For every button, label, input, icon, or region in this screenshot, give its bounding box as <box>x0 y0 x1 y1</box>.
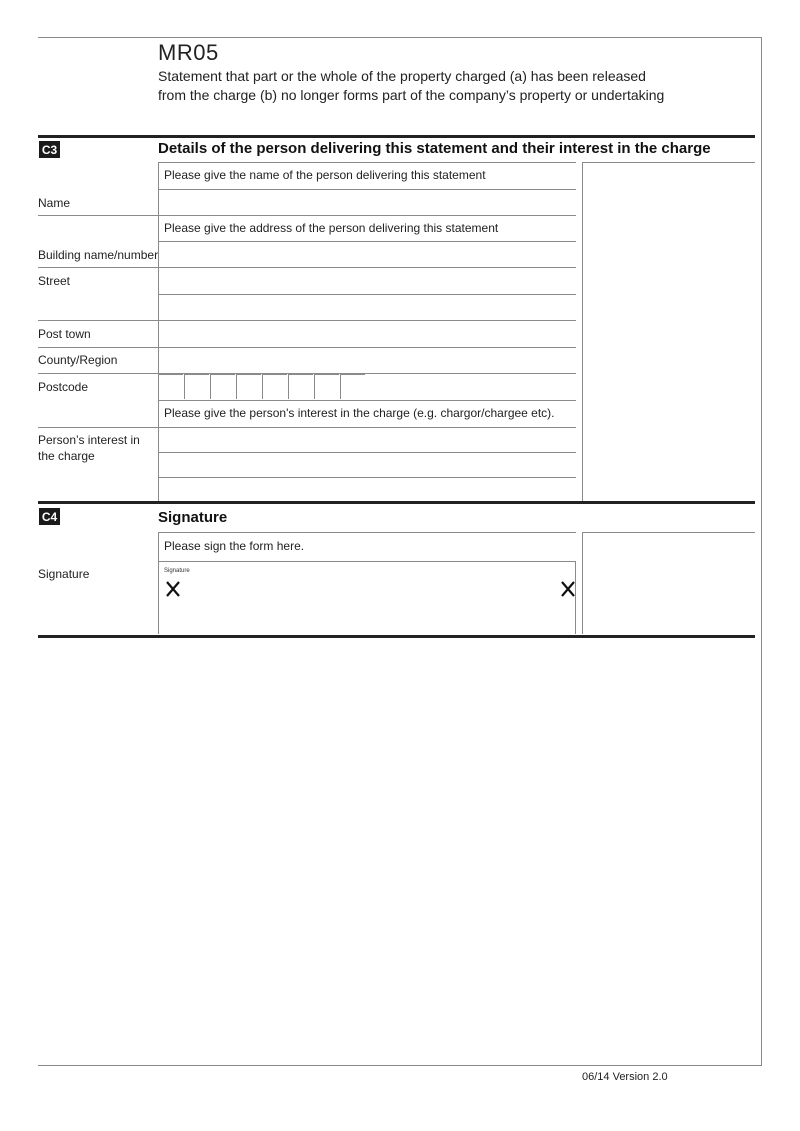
label-postcode: Postcode <box>38 380 89 394</box>
form-code: MR05 <box>158 40 219 65</box>
street-field[interactable] <box>159 268 575 293</box>
interest-line-3[interactable] <box>159 478 575 501</box>
interest-line-1[interactable] <box>159 428 575 452</box>
c3-rule-1 <box>158 162 576 163</box>
sign-end-x-icon <box>560 580 576 598</box>
form-title-line-1: Statement that part or the whole of the property charged (a) has been released <box>158 68 646 84</box>
building-field[interactable] <box>159 242 575 267</box>
c4-guidance-left-rule <box>582 532 583 634</box>
label-name: Name <box>38 196 71 210</box>
footer-rule <box>38 1065 762 1066</box>
c3-guidance-left-rule <box>582 162 583 501</box>
postcode-box-2[interactable] <box>184 374 209 399</box>
c4-guidance-top-rule <box>582 532 755 533</box>
post-town-field[interactable] <box>159 321 575 346</box>
section-c3-badge: C3 <box>39 141 60 158</box>
section-c4-badge: C4 <box>39 508 60 525</box>
postcode-end-rule <box>340 374 365 375</box>
c3-guidance-top-rule <box>582 162 755 163</box>
instruction-interest: Please give the person's interest in the charge (e.g. chargor/chargee etc). <box>164 406 555 420</box>
c4-rule-1 <box>158 532 576 533</box>
label-street: Street <box>38 274 71 288</box>
section-c3-rule <box>38 135 755 138</box>
c3-rule-10 <box>158 400 576 401</box>
postcode-box-5[interactable] <box>262 374 287 399</box>
version-footer: 06/14 Version 2.0 <box>582 1071 668 1083</box>
instruction-signature: Please sign the form here. <box>164 539 305 553</box>
label-post-town: Post town <box>38 327 91 341</box>
instruction-name: Please give the name of the person delivering this statement <box>164 168 486 182</box>
label-building: Building name/number <box>38 248 159 262</box>
postcode-box-1[interactable] <box>158 374 183 399</box>
postcode-box-7[interactable] <box>314 374 339 399</box>
street-line2-field[interactable] <box>159 295 575 320</box>
section-c4-rule <box>38 501 755 504</box>
name-field[interactable] <box>159 190 575 215</box>
county-field[interactable] <box>159 348 575 373</box>
postcode-box-8[interactable] <box>340 374 365 399</box>
instruction-address: Please give the address of the person delivering this statement <box>164 221 499 235</box>
postcode-box-6[interactable] <box>288 374 313 399</box>
postcode-box-4[interactable] <box>236 374 261 399</box>
c3-rule-3 <box>38 215 576 216</box>
postcode-box-3[interactable] <box>210 374 235 399</box>
section-c4-heading: Signature <box>158 509 228 526</box>
label-signature: Signature <box>38 567 90 581</box>
form-title <box>158 67 718 105</box>
label-county: County/Region <box>38 353 118 367</box>
signature-caption: Signature <box>164 568 190 574</box>
section-c3-heading: Details of the person delivering this statement and their interest in the charge <box>158 140 711 157</box>
interest-line-2[interactable] <box>159 453 575 477</box>
section-c4-bottom-rule <box>38 635 755 638</box>
sign-start-x-icon <box>165 580 181 598</box>
signature-field[interactable] <box>159 562 575 634</box>
label-interest: Person’s interest in the charge <box>38 433 140 463</box>
form-title-line-2: from the charge (b) no longer forms part of the company’s property or undertaking <box>158 87 665 103</box>
